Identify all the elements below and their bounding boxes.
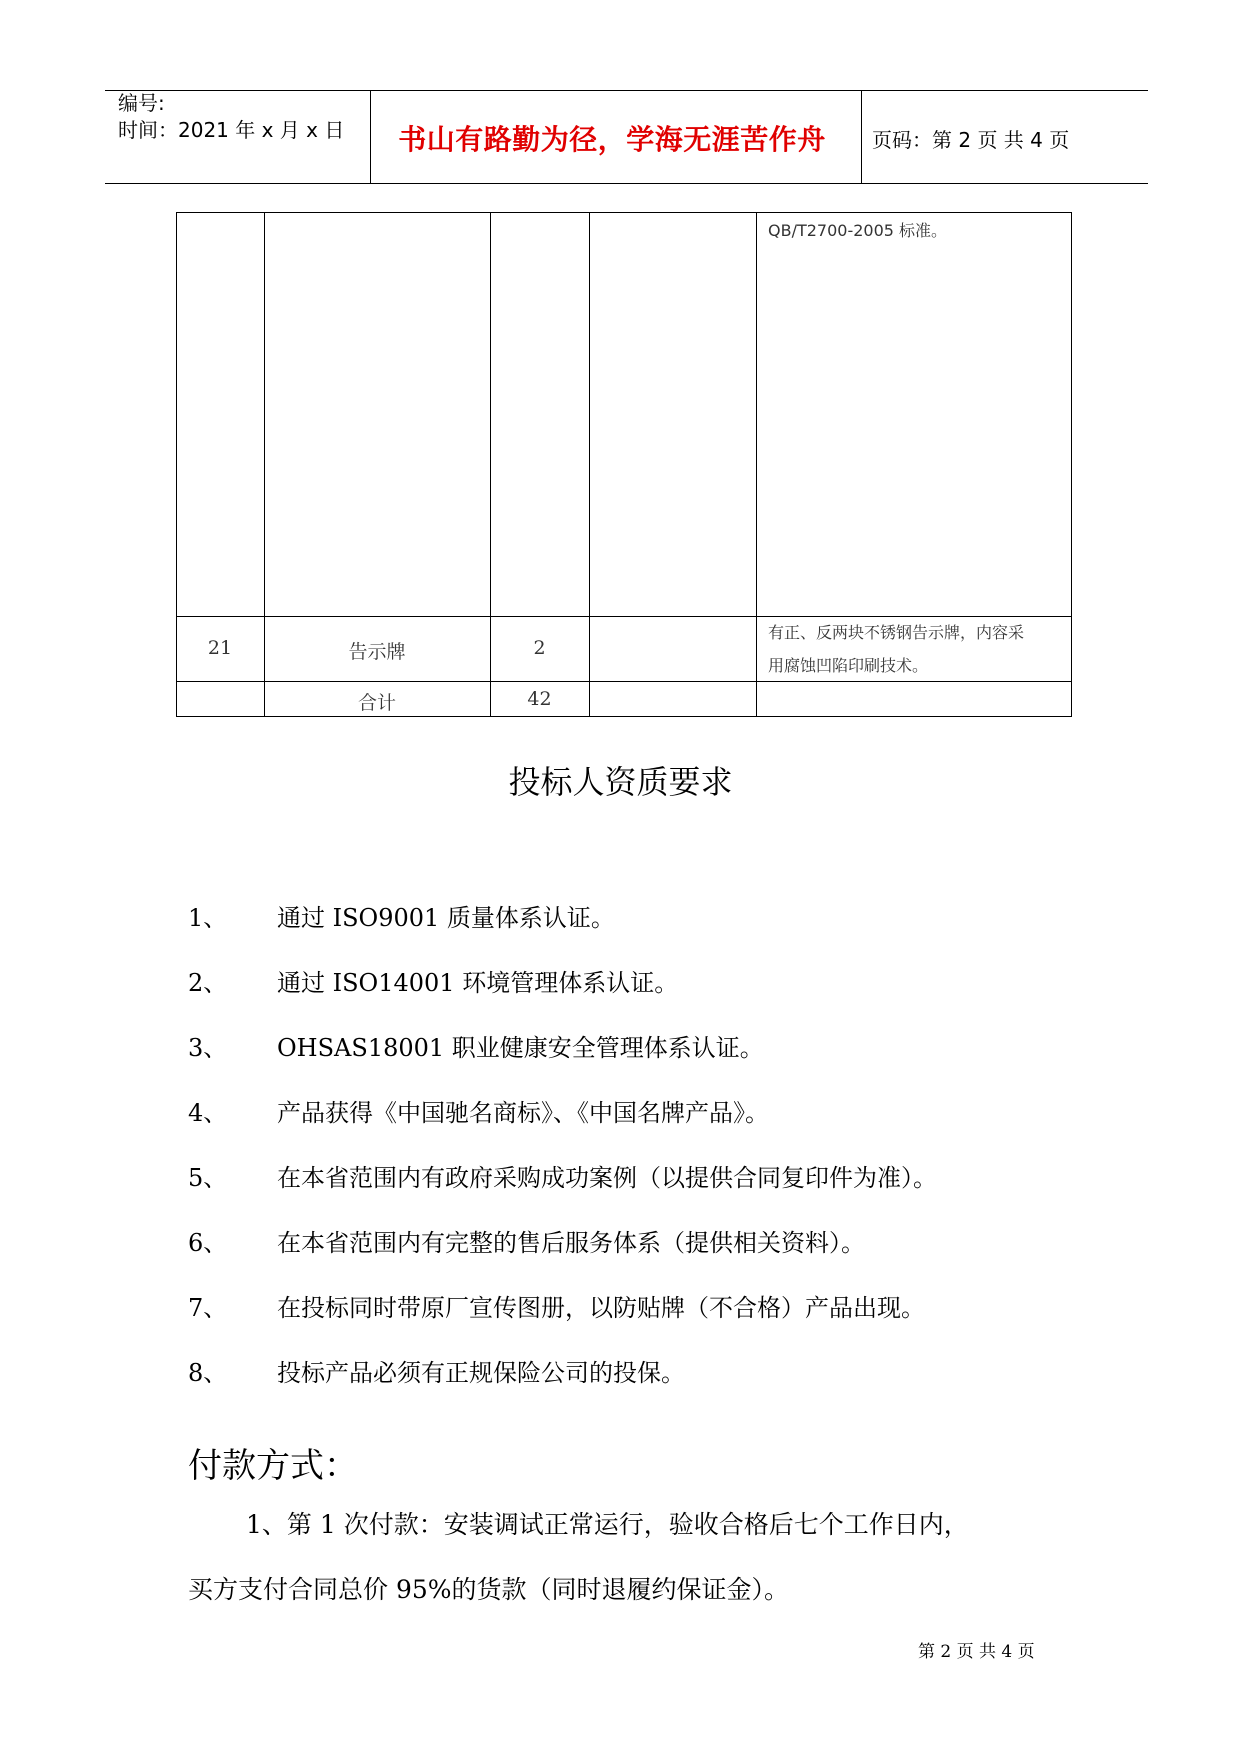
spec-line: 用腐蚀凹陷印刷技术。 [768,656,929,675]
total-label: 合计 [357,692,396,714]
item-number: 5、 [188,1164,228,1192]
item-number: 1、 [188,904,228,932]
item-text: OHSAS18001 职业健康安全管理体系认证。 [277,1034,764,1062]
item-number: 3、 [188,1034,228,1062]
item-text: 通过 ISO9001 质量体系认证。 [277,904,615,932]
table-line [176,716,1072,717]
table-cell-no: 21 [207,637,233,659]
header-page-number: 页码：第 2 页 共 4 页 [872,128,1070,152]
payment-line-2: 买方支付合同总价 95%的货款（同时退履约保证金）。 [188,1575,790,1604]
item-number: 6、 [188,1229,228,1257]
total-qty: 42 [527,688,552,710]
table-cell-qty: 2 [533,637,546,659]
payment-line-1: 1、第 1 次付款：安装调试正常运行，验收合格后七个工作日内， [246,1510,969,1539]
table-line [176,212,1072,213]
header-divider-right [861,90,862,183]
item-number: 8、 [188,1359,228,1387]
table-cell-name: 告示牌 [348,641,406,663]
doc-time-label: 时间：2021 年 x 月 x 日 [118,118,345,142]
header-motto: 书山有路勤为径，学海无涯苦作舟 [398,123,826,156]
item-text: 投标产品必须有正规保险公司的投保。 [277,1359,685,1387]
table-line [756,212,757,717]
table-line [589,212,590,717]
item-number: 2、 [188,969,228,997]
item-number: 7、 [188,1294,228,1322]
header-bottom-rule [105,183,1148,184]
table-cell-spec [768,616,1024,682]
item-text: 通过 ISO14001 环境管理体系认证。 [277,969,679,997]
item-number: 4、 [188,1099,228,1127]
item-text: 在本省范围内有政府采购成功案例（以提供合同复印件为准）。 [277,1164,937,1192]
requirements-title: 投标人资质要求 [508,763,733,801]
item-text: 在投标同时带原厂宣传图册，以防贴牌（不合格）产品出现。 [277,1294,925,1322]
table-line [1071,212,1072,717]
doc-number-label: 编号: [118,91,165,115]
table-cell-spec: QB/T2700-2005 标准。 [768,221,948,240]
item-text: 产品获得《中国驰名商标》、《中国名牌产品》。 [277,1099,769,1127]
page-footer: 第 2 页 共 4 页 [918,1642,1035,1662]
spec-line: 有正、反两块不锈钢告示牌，内容采 [768,623,1025,642]
payment-title: 付款方式： [188,1446,358,1486]
item-text: 在本省范围内有完整的售后服务体系（提供相关资料）。 [277,1229,865,1257]
header-meta [118,90,344,144]
